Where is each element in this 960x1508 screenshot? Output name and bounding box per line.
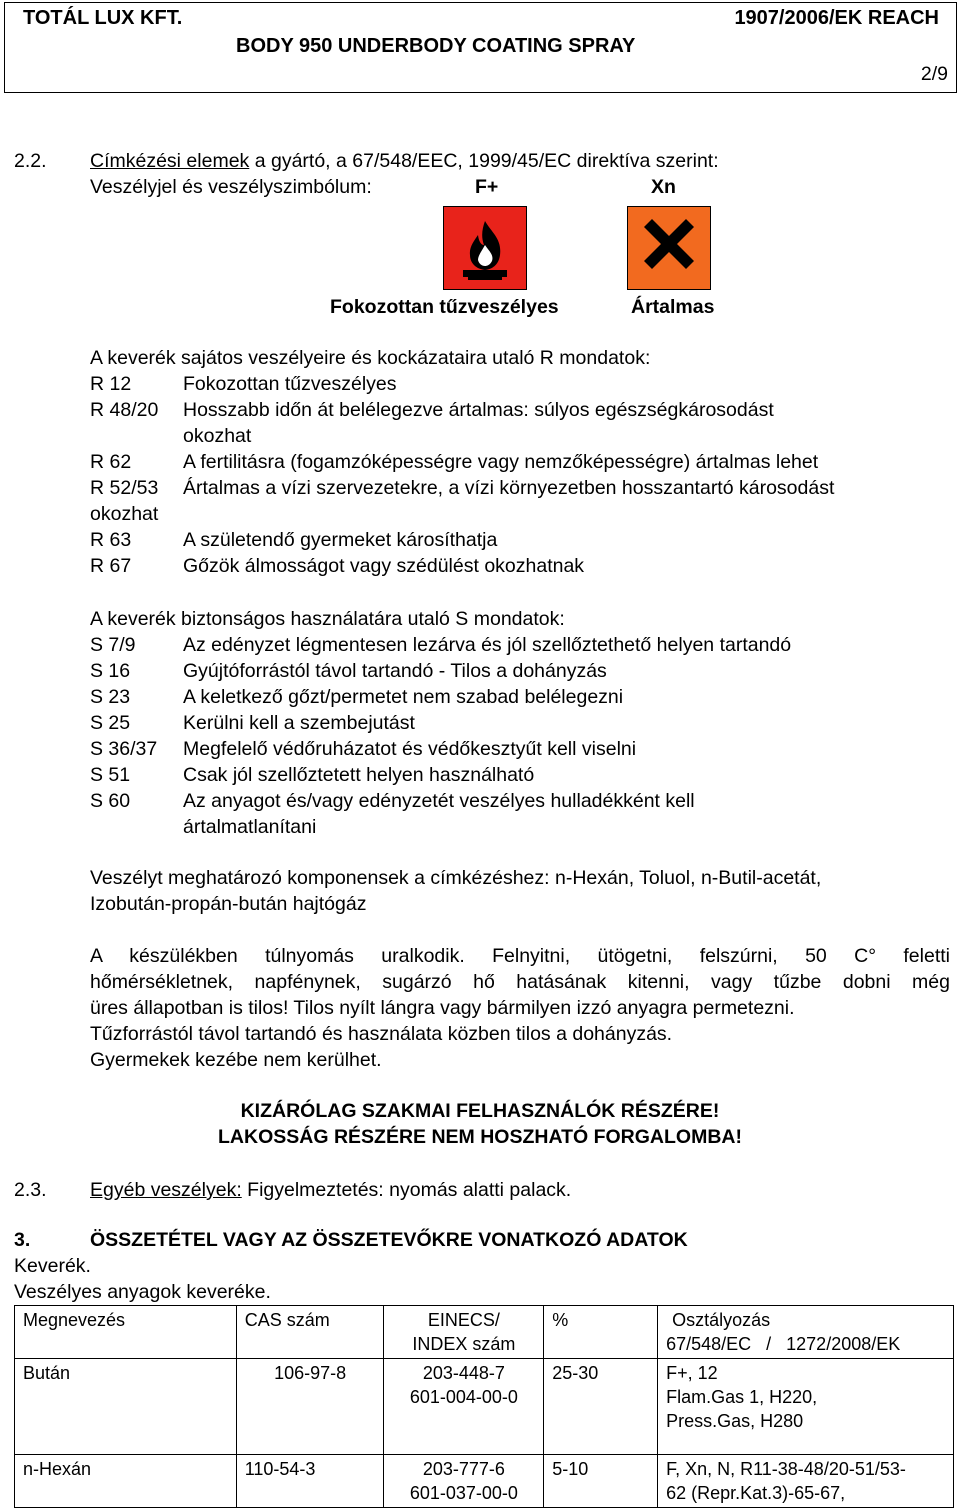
cross-icon	[628, 207, 710, 289]
table-header-row	[15, 1306, 954, 1359]
section-title	[90, 150, 719, 173]
notice-professional: KIZÁRÓLAG SZAKMAI FELHASZNÁLÓK RÉSZÉRE!	[240, 1100, 720, 1122]
warning-line: Tűzforrástól távol tartandó és használata közben tilos a dohányzás.	[90, 1023, 673, 1045]
section-title-rest: a gyártó, a 67/548/EEC, 1999/45/EC direktíva szerint:	[249, 150, 719, 172]
table-row: n-Hexán 110-54-3 203-777-6 601-037-00-0 5-10 F, Xn, N, R11-38-48/20-51/53- 62 (Repr.Kat.3)-65-67,	[15, 1455, 954, 1508]
mixture-label: Keverék.	[14, 1255, 91, 1277]
symbols-label: Veszélyjel és veszélyszimbólum:	[90, 176, 372, 198]
composition-table	[14, 1305, 954, 1508]
other-hazards-title: Egyéb veszélyek:	[90, 1179, 242, 1201]
fplus-pictogram	[443, 206, 527, 290]
s-phrases-intro: A keverék biztonságos használatára utaló S mondatok:	[90, 608, 565, 630]
header-percent: %	[544, 1306, 658, 1359]
xn-pictogram	[627, 206, 711, 290]
header-cas: CAS szám	[236, 1306, 384, 1359]
page-header	[4, 2, 957, 93]
header-classification: Osztályozás 67/548/EC / 1272/2008/EK	[658, 1306, 954, 1359]
mixture-description: Veszélyes anyagok keveréke.	[14, 1281, 271, 1303]
header-name: Megnevezés	[15, 1306, 237, 1359]
page-number: 2/9	[920, 63, 948, 85]
components-line: Izobután-propán-bután hajtógáz	[90, 893, 367, 915]
section-number: 3.	[14, 1229, 31, 1251]
symbol-code-fplus: F+	[475, 176, 499, 198]
r-phrases-intro: A keverék sajátos veszélyeire és kockázataira utaló R mondatok:	[90, 347, 651, 369]
warning-line: üres állapotban is tilos! Tilos nyílt lángra vagy bármilyen izzó anyagra permetezni.	[90, 997, 795, 1019]
product-name: BODY 950 UNDERBODY COATING SPRAY	[236, 35, 636, 57]
other-hazards	[90, 1179, 571, 1202]
notice-not-for-public: LAKOSSÁG RÉSZÉRE NEM HOSZHATÓ FORGALOMBA!	[218, 1126, 742, 1148]
table-row: Bután 106-97-8 203-448-7 601-004-00-0 25-30 F+, 12 Flam.Gas 1, H220, Press.Gas, H280	[15, 1359, 954, 1455]
symbol-code-xn: Xn	[651, 176, 676, 198]
company-name: TOTÁL LUX KFT.	[23, 7, 183, 29]
other-hazards-text: Figyelmeztetés: nyomás alatti palack.	[241, 1179, 572, 1201]
regulation: 1907/2006/EK REACH	[734, 7, 939, 29]
symbol-caption-xn: Ártalmas	[631, 296, 715, 318]
warning-line: hőmérsékletnek, napfénynek, sugárzó hő hatásának kitenni, vagy tűzbe dobni még	[90, 971, 950, 993]
components-line: Veszélyt meghatározó komponensek a címkézéshez: n-Hexán, Toluol, n-Butil-acetát,	[90, 867, 822, 889]
section-title-underlined: Címkézési elemek	[90, 150, 250, 172]
flame-icon	[444, 207, 526, 289]
header-einecs: EINECS/ INDEX szám	[384, 1306, 544, 1359]
section-3-title: ÖSSZETÉTEL VAGY AZ ÖSSZETEVŐKRE VONATKOZÓ ADATOK	[90, 1229, 688, 1251]
symbol-caption-fplus: Fokozottan tűzveszélyes	[330, 296, 559, 318]
warning-line: A készülékben túlnyomás uralkodik. Felnyitni, ütögetni, felszúrni, 50 C° feletti	[90, 945, 950, 967]
section-number: 2.3.	[14, 1179, 47, 1201]
warning-line: Gyermekek kezébe nem kerülhet.	[90, 1049, 382, 1071]
section-number: 2.2.	[14, 150, 47, 172]
